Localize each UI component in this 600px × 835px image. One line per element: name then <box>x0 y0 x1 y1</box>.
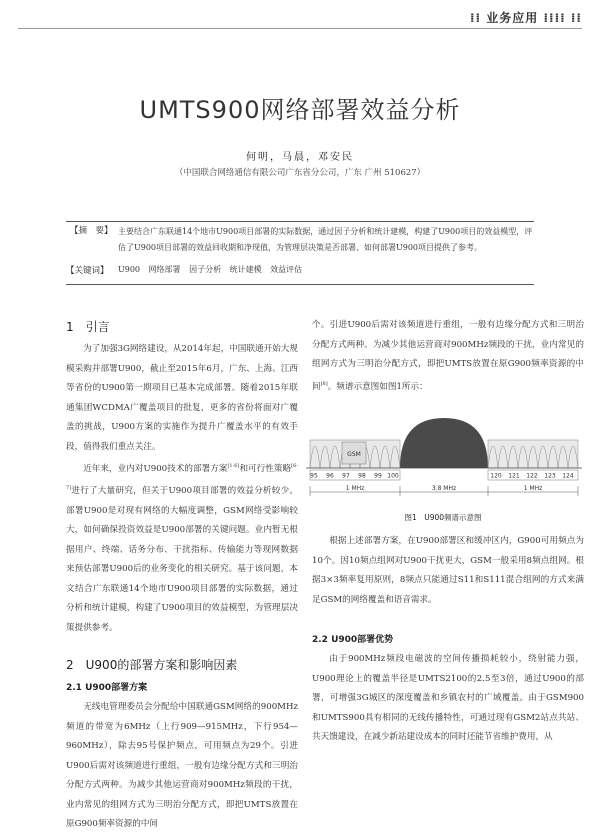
right-column-bottom <box>312 532 584 610</box>
intro-paragraph-2: 近年来，业内对U900技术的部署方案[1-6]和可行性策略[6-7]进行了大量研究，但关于U900项目部署的效益分析较少。部署U900是对现有网络的大幅度调整，GSM网络受影响较大，如何确保投资效益是U900部署的关键问题。业内暂无根据用户、终端、话务分布、干扰指标、传输能力等现网数据来预估部署U900后的业务变化的相关研究。基于该问题，本文结合广东联通14个地市U900项目部署的实际数据，通过分析和统计建模，构建了U900项目的效益模型，为管理层决策提供参考。 <box>66 463 298 633</box>
keywords-label: 【关键词】 <box>66 266 109 276</box>
header-rule <box>18 28 582 29</box>
channel-95: 95 <box>310 472 318 480</box>
channel-120: 120 <box>490 472 502 480</box>
paper-title: UMTS900网络部署效益分析 <box>139 96 461 124</box>
channel-98: 98 <box>358 472 366 480</box>
affiliation: （中国联合网络通信有限公司广东省分公司，广东 广州 510627） <box>174 168 426 178</box>
section-1-heading: 1 引言 <box>66 320 110 334</box>
channel-96: 96 <box>326 472 334 480</box>
abstract-bottom-rule <box>66 284 534 285</box>
abstract-top-rule <box>66 221 534 222</box>
subsection-2-2-heading: 2.2 U900部署优势 <box>312 635 394 645</box>
authors: 何明，马晨，邓安民 <box>246 152 354 163</box>
keywords-text: U900 网络部署 因子分析 统计建模 效益评估 <box>118 265 303 274</box>
left-gsm-band <box>310 440 400 468</box>
bandwidth-right: 1 MHz <box>523 485 543 492</box>
intro-paragraph-1: 为了加强3G网络建设，从2014年起，中国联通开始大规模采购并部署U900，截止至2015年6月，广东、上海、江西等省份的U900第一期项目已基本完成部署。随着2015年联通集团WCDMA广覆盖项目的批复，更多的省份将面对广覆盖的挑战，U900方案的实施作为提升广覆盖水平的有效手段，值得我们重点关注。 <box>66 344 298 452</box>
spectrum-figure <box>304 412 584 508</box>
channel-99: 99 <box>374 472 382 480</box>
channel-124: 124 <box>562 472 574 480</box>
section-header: ⁞⁞ 业务应用 ⁞⁞⁞⁞ ⁞⁞ <box>469 11 582 25</box>
figure-caption: 图1 U900频谱示意图 <box>404 513 482 522</box>
abstract-label: 【摘 要】 <box>70 226 113 236</box>
sec2-paragraph-3: 由于900MHz频段电磁波的空间传播损耗较小，绕射能力强，U900理论上的覆盖半径是UMTS2100的2.5至3倍，通过U900的部署，可增强3G城区的深度覆盖和乡镇农村的广域覆盖。由于GSM900和UMTS900具有相同的无线传播特性，可通过现有GSM2站点共站、共天馈建设，在减少新站建设成本的同时还能节省维护费用，从 <box>312 654 584 742</box>
gsm-label: GSM <box>347 451 361 458</box>
bandwidth-mid: 3.8 MHz <box>431 485 457 492</box>
section-2-heading: 2 U900的部署方案和影响因素 <box>66 658 238 672</box>
channel-122: 122 <box>526 472 538 480</box>
channel-121: 121 <box>508 472 520 480</box>
left-column <box>66 340 298 638</box>
abstract-text: 主要结合广东联通14个地市U900项目部署的实际数据，通过因子分析和统计建模，构建了U900项目的效益模型，评估了U900项目部署的效益回收期和净现值，为管理层决策是否部署、如何部署U900项目提供了参考。 <box>118 227 533 252</box>
subsection-2-1-heading: 2.1 U900部署方案 <box>66 683 148 693</box>
channel-100: 100 <box>387 472 399 480</box>
channel-97: 97 <box>342 472 350 480</box>
sec2-paragraph-2: 根据上述部署方案，在U900部署区和缓冲区内，G900可用频点为10个。因10频点组网对U900干扰更大，GSM一般采用8频点组网。根据3×3频率复用原则，8频点只能通过S11和S111混合组网的方式来满足GSM的网络覆盖和语音需求。 <box>312 536 584 605</box>
umts-carrier-shape <box>400 418 488 468</box>
bandwidth-left: 1 MHz <box>345 485 365 492</box>
channel-123: 123 <box>544 472 556 480</box>
sec2-paragraph-1-start: 无线电管理委员会分配给中国联通GSM网络的900MHz频道的带宽为6MHz（上行909—915MHz，下行954—960MHz），除去95号保护频点，可用频点为29个。引进U900后需对该频道进行重组，一般有边缘分配方式和三明治分配方式两种。为减少其他运营商对900MHz频段的干扰，业内常见的组网方式为三明治分配方式，即把UMTS放置在原G900频率资源的中间 <box>66 702 298 829</box>
sec2-paragraph-1-cont: 个。引进U900后需对该频道进行重组，一般有边缘分配方式和三明治分配方式两种。为减少其他运营商对900MHz频段的干扰，业内常见的组网方式为三明治分配方式，即把UMTS放置在原G900频率资源的中间[8]。频谱示意图如图1所示： <box>312 320 584 392</box>
right-column-top <box>312 316 584 397</box>
right-gsm-band <box>488 440 578 468</box>
